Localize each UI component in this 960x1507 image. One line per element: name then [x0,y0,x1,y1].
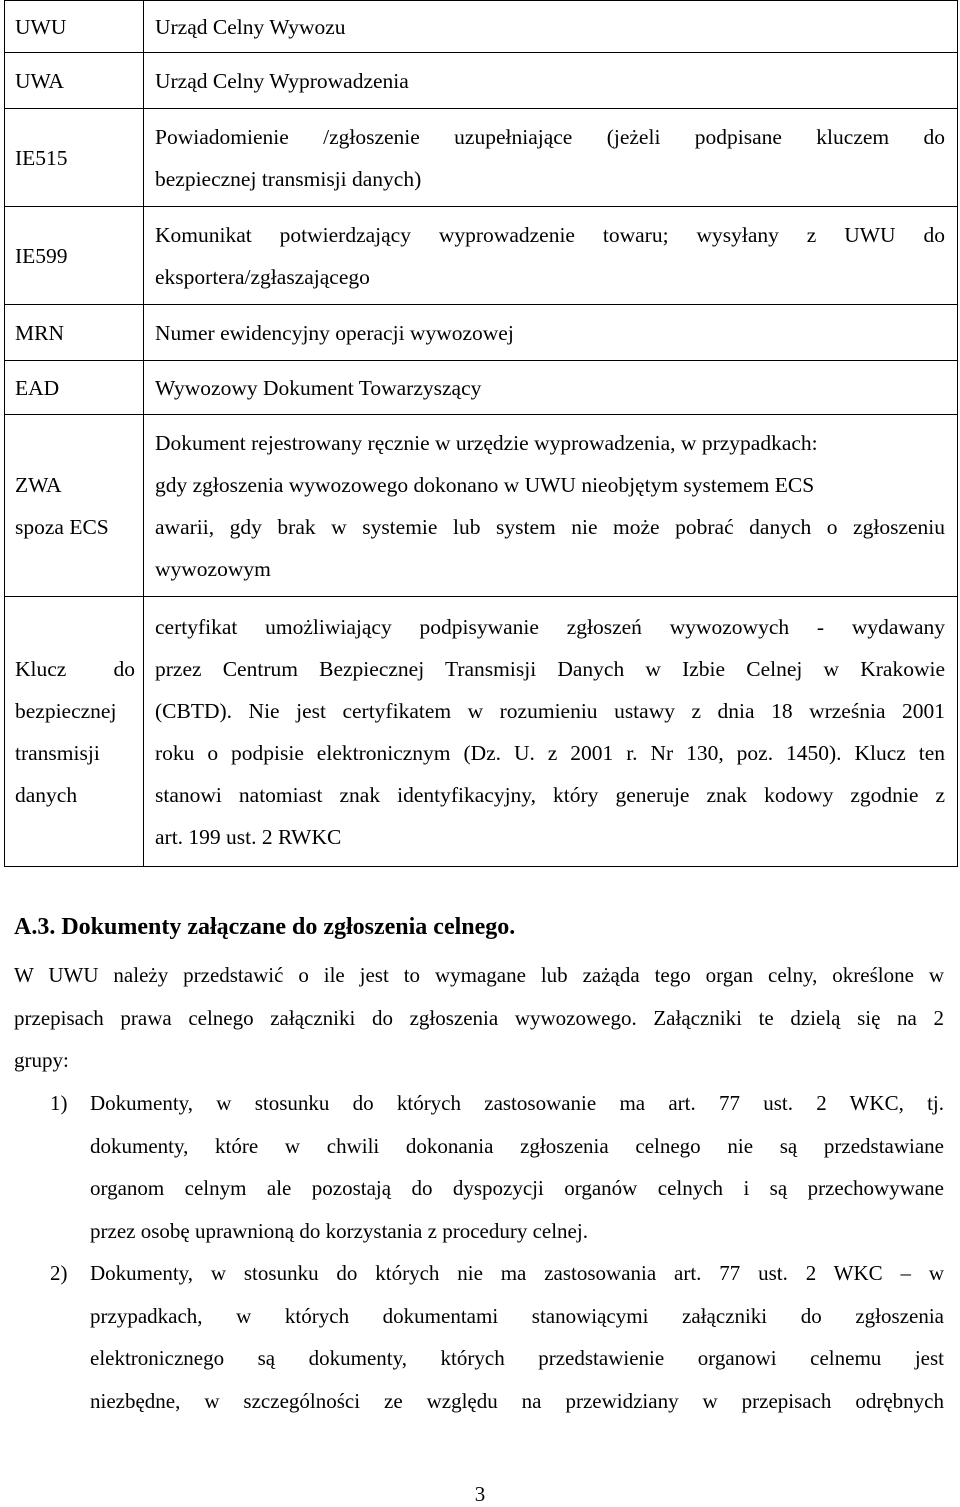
abbreviations-table [4,0,958,867]
table-row [5,1,958,53]
definition-cell: Urząd Celny Wyprowadzenia [144,53,958,109]
term-cell: UWU [5,1,144,53]
list-item: 2) Dokumenty, w stosunku do których nie ma zastosowania art. 77 ust. 2 WKC – w przypadkach, w których dokumentami stanowiącymi załączniki do zgłoszenia elektronicznego są dokumenty, których przedstawienie organowi celnemu jest niezbędne, w szczególności ze względu na przewidziany w przepisach odrębnych [14,1252,944,1422]
attachment-groups-list [14,1082,944,1422]
term-cell: MRN [5,305,144,361]
term-cell: IE515 [5,109,144,207]
section-heading: A.3. Dokumenty załączane do zgłoszenia celnego. [14,914,516,940]
definition-cell: Powiadomienie /zgłoszenie uzupełniające (jeżeli podpisane kluczem do bezpiecznej transmisji danych) [144,109,958,207]
term-cell: Klucz do bezpiecznej transmisji danych [5,597,144,867]
list-number: 1) [50,1091,68,1115]
table-row [5,109,958,207]
term-cell: UWA [5,53,144,109]
term-cell: ZWA spoza ECS [5,415,144,597]
definition-cell: Dokument rejestrowany ręcznie w urzędzie wyprowadzenia, w przypadkach: gdy zgłoszenia wywozowego dokonano w UWU nieobjętym systemem ECS awarii, gdy brak w systemie lub system nie może pobrać danych o zgłoszeniu wywozowym [144,415,958,597]
intro-paragraph: W UWU należy przedstawić o ile jest to wymagane lub zażąda tego organ celny, określone w przepisach prawa celnego załączniki do zgłoszenia wywozowego. Załączniki te dzielą się na 2 grupy: [14,963,944,1072]
term-cell: IE599 [5,207,144,305]
list-item: 1) Dokumenty, w stosunku do których zastosowanie ma art. 77 ust. 2 WKC, tj. dokumenty, które w chwili dokonania zgłoszenia celnego nie są przedstawiane organom celnym ale pozostają do dyspozycji organów celnych i są przechowywane przez osobę uprawnioną do korzystania z procedury celnej. [14,1082,944,1252]
table-row [5,305,958,361]
table-row [5,597,958,867]
page-number: 3 [474,1482,486,1506]
table-row [5,415,958,597]
definition-cell: Urząd Celny Wywozu [144,1,958,53]
table-row [5,361,958,415]
term-cell: EAD [5,361,144,415]
definition-cell: Numer ewidencyjny operacji wywozowej [144,305,958,361]
definition-cell: certyfikat umożliwiający podpisywanie zgłoszeń wywozowych - wydawany przez Centrum Bezpiecznej Transmisji Danych w Izbie Celnej w Krakowie (CBTD). Nie jest certyfikatem w rozumieniu ustawy z dnia 18 września 2001 roku o podpisie elektronicznym (Dz. U. z 2001 r. Nr 130, poz. 1450). Klucz ten stanowi natomiast znak identyfikacyjny, który generuje znak kodowy zgodnie z art. 199 ust. 2 RWKC [144,597,958,867]
definition-cell: Komunikat potwierdzający wyprowadzenie towaru; wysyłany z UWU do eksportera/zgłaszającego [144,207,958,305]
list-number: 2) [50,1261,68,1285]
table-row [5,53,958,109]
definition-cell: Wywozowy Dokument Towarzyszący [144,361,958,415]
table-row [5,207,958,305]
